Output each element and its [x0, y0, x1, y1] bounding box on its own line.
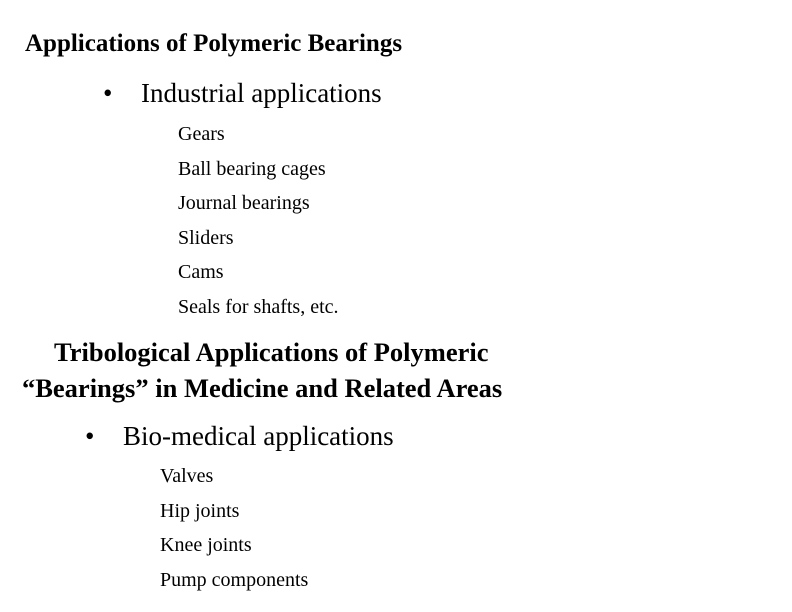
section1-bullet-label: Industrial applications: [141, 78, 382, 108]
list-item: Gears: [178, 123, 225, 145]
list-item: Pump components: [160, 568, 309, 591]
list-item: Journal bearings: [178, 192, 310, 215]
list-item: Hip joints: [160, 499, 240, 522]
section1-title: Applications of Polymeric Bearings: [25, 30, 403, 57]
list-item: Sliders: [178, 226, 234, 249]
bullet-icon: •: [103, 78, 113, 108]
bullet-icon: •: [85, 421, 95, 451]
list-item: Knee joints: [160, 534, 252, 557]
section2-list: [160, 459, 308, 597]
section2-bullet: [85, 421, 394, 452]
section1-bullet: [103, 78, 382, 109]
section2-bullet-label: Bio-medical applications: [123, 421, 394, 451]
section2-title-line1: Tribological Applications of Polymeric: [54, 337, 489, 367]
list-item: Ball bearing cages: [178, 157, 326, 180]
list-item: Cams: [178, 261, 224, 284]
list-item: Seals for shafts, etc.: [178, 295, 339, 318]
section1-list: [178, 117, 339, 325]
list-item: Valves: [160, 465, 214, 487]
section2-title: [22, 334, 502, 406]
section2-title-line2: “Bearings” in Medicine and Related Areas: [22, 373, 503, 403]
